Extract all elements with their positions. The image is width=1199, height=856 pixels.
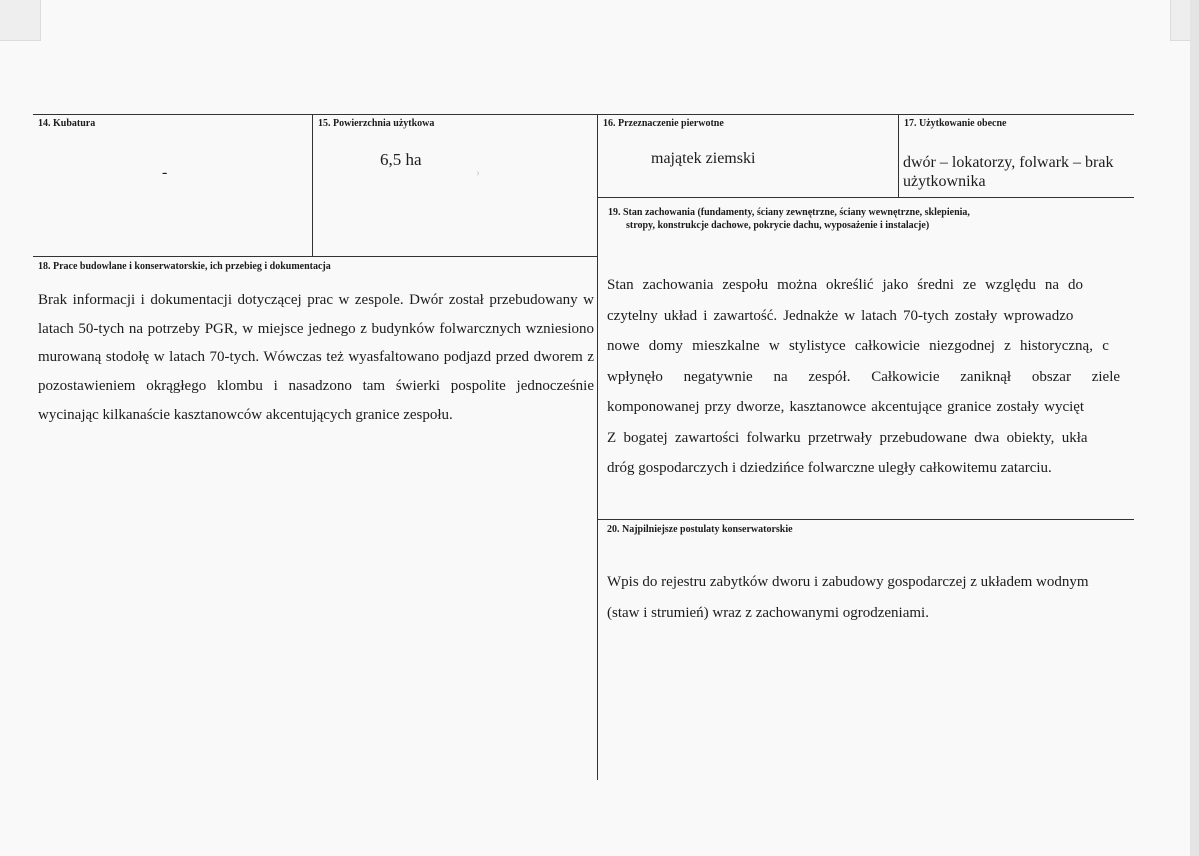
field-16-label: 16. Przeznaczenie pierwotne (603, 118, 724, 129)
field-19-label-line2: stropy, konstrukcje dachowe, pokrycie dachu, wyposażenie i instalacje) (626, 220, 930, 231)
rule-box20 (598, 519, 1134, 520)
field-19-line: dróg gospodarczych i dziedzińce folwarczne uległy całkowitemu zatarciu. (607, 460, 1052, 476)
col-divider-main (597, 114, 598, 780)
field-17-label: 17. Użytkowanie obecne (904, 118, 1007, 129)
field-14-value: - (162, 164, 168, 181)
field-19-line: wpłynęło negatywnie na zespół. Całkowicie zaniknął obszar ziele (607, 368, 1121, 385)
field-16-value: majątek ziemski (651, 150, 756, 167)
field-20-line: Wpis do rejestru zabytków dworu i zabudowy gospodarczej z układem wodnym (607, 574, 1089, 590)
field-19-line: nowe domy mieszkalne w stylistyce całkowicie niezgodnej z historyczną, c (607, 338, 1109, 354)
col-divider-15 (312, 114, 313, 256)
field-17-value-line1: dwór – lokatorzy, folwark – brak (903, 154, 1114, 171)
field-19-line: Stan zachowania zespołu można określić jako średni ze względu na do (607, 277, 1084, 293)
field-18-text: Brak informacji i dokumentacji dotyczącej prac w zespole. Dwór został przebudowany w latach 50-tych na potrzeby PGR, w miejsce jednego z budynków folwarcznych wzniesiono murowaną stodołę w latach 70-tych. Wówczas też wyasfaltowano podjazd przed dworem z pozostawieniem okrągłego klombu i nasadzono tam świerki pospolite jednocześnie wycinając kilkanaście kasztanowców akcentujących granice zespołu. (38, 292, 594, 423)
field-19-line: Z bogatej zawartości folwarku przetrwały przebudowane dwa obiekty, ukła (607, 429, 1088, 446)
field-17-value-line2: użytkownika (903, 173, 986, 190)
field-18-label: 18. Prace budowlane i konserwatorskie, ich przebieg i dokumentacja (38, 261, 331, 272)
field-14-label: 14. Kubatura (38, 118, 96, 129)
rule-row2-left (33, 256, 598, 257)
field-20-label: 20. Najpilniejsze postulaty konserwatorskie (607, 524, 793, 535)
col-divider-17 (898, 114, 899, 197)
rule-row2-right (598, 197, 1134, 198)
field-20-text (607, 567, 1134, 633)
field-19-line: czytelny układ i zawartość. Jednakże w latach 70-tych zostały wprowadzo (607, 307, 1074, 324)
field-19-label-line1: 19. Stan zachowania (fundamenty, ściany zewnętrzne, ściany wewnętrzne, sklepienia, (608, 207, 970, 218)
scan-corner-left (0, 0, 41, 41)
scan-mark: › (476, 165, 480, 179)
top-rule (33, 114, 1134, 115)
field-19-line: komponowanej przy dworze, kasztanowce akcentujące granice zostały wycięt (607, 399, 1085, 415)
field-20-line: (staw i strumień) wraz z zachowanymi ogrodzeniami. (607, 605, 929, 621)
scan-edge (1190, 0, 1199, 856)
field-15-value: 6,5 ha (380, 150, 422, 169)
field-15-label: 15. Powierzchnia użytkowa (318, 118, 435, 129)
field-19-text (607, 270, 1134, 490)
